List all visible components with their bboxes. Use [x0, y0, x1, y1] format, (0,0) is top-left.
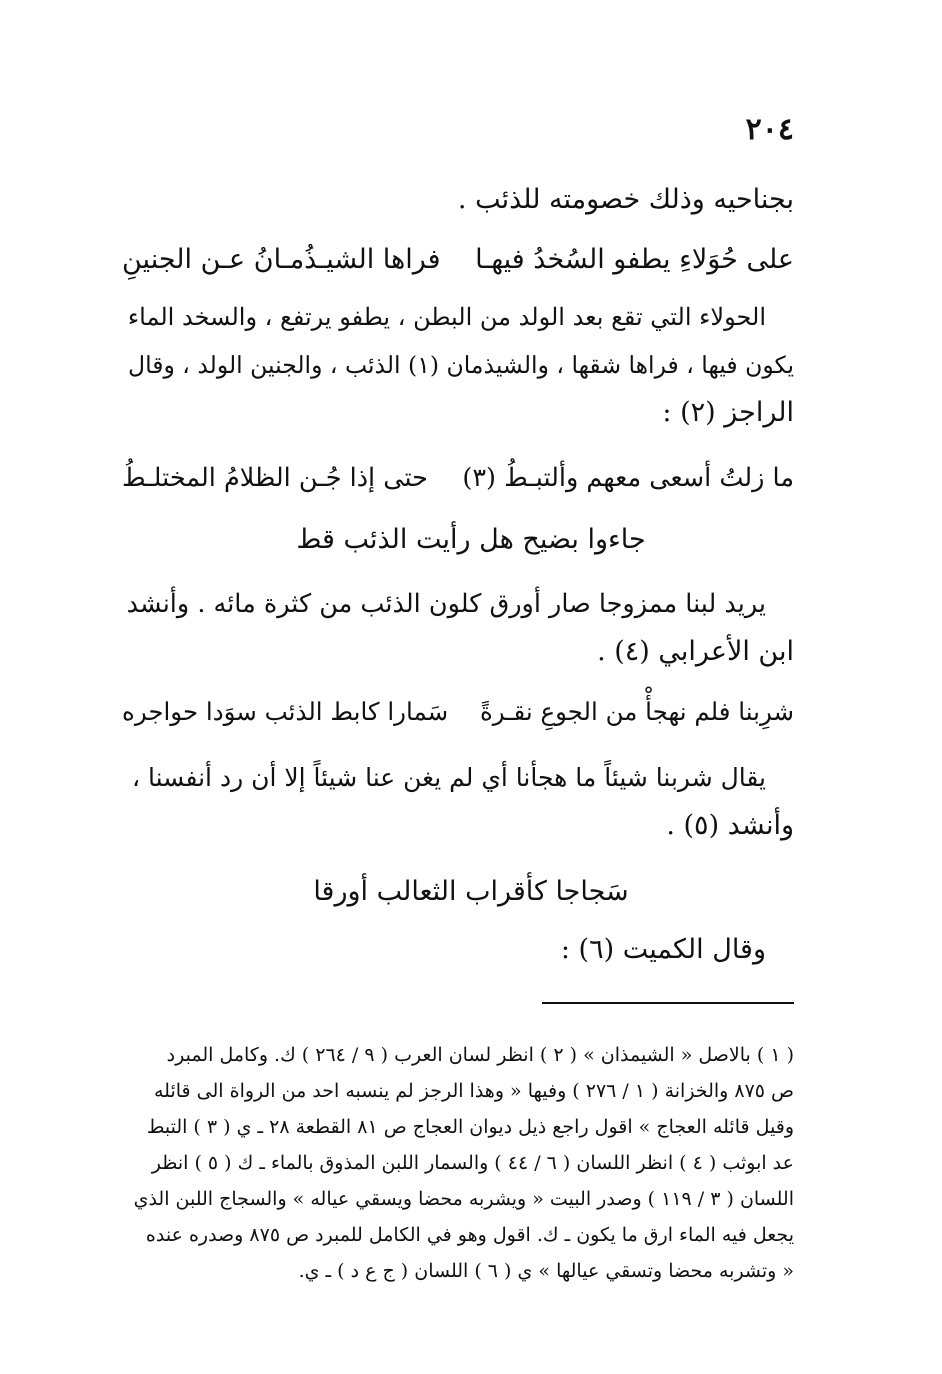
- verse-3: [122, 692, 794, 732]
- text-line: الراجز (٢) :: [662, 397, 794, 428]
- verse-3-second-hemistich: سَمارا كابط الذئب سوَدا حواجره: [122, 697, 449, 726]
- text-line: ابن الأعرابي (٤) .: [597, 636, 794, 667]
- footnote-line: وقيل قائله العجاج » اقول راجع ذيل ديوان العجاج ص ٨١ القطعة ٢٨ ـ ي ( ٣ ) التبط: [146, 1116, 794, 1138]
- verse-2: [122, 458, 794, 498]
- verse-1-second-hemistich: فراها الشيـذُمـانُ عـن الجنينِ: [122, 244, 441, 275]
- footnote-line: ( ١ ) بالاصل « الشيمذان » ( ٢ ) انظر لسان العرب ( ٩ / ٢٦٤ ) ك. وكامل المبرد: [166, 1044, 794, 1066]
- text-line: يريد لبنا ممزوجا صار أورق كلون الذئب من كثرة مائه . وأنشد: [126, 589, 766, 619]
- verse-3-first-hemistich: شرِبنا فلم نهجأْ من الجوعِ نقـرةً: [479, 697, 794, 726]
- verse-2-continuation: جاءوا بضيح هل رأيت الذئب قط: [296, 524, 646, 555]
- footnote-line: يجعل فيه الماء ارق ما يكون ـ ك. اقول وهو في الكامل للمبرد ص ٨٧٥ وصدره عنده: [145, 1224, 794, 1246]
- verse-2-second-hemistich: حتى إذا جُـن الظلامُ المختلـطُ: [122, 463, 428, 493]
- footnote-line: اللسان ( ٣ / ١١٩ ) وصدر البيت « ويشربه محضا ويسقي عياله » والسجاج اللبن الذي: [133, 1188, 794, 1210]
- text-line: بجناحيه وذلك خصومته للذئب .: [457, 184, 794, 215]
- verse-1-first-hemistich: على حُوَلاءِ يطفو السُخدُ فيهـا: [475, 244, 794, 275]
- footnote-divider: [542, 1002, 794, 1004]
- text-line: الحولاء التي تقع بعد الولد من البطن ، يطفو يرتفع ، والسخد الماء: [127, 303, 766, 331]
- verse-4: سَجاجا كأقراب الثعالب أورقا: [313, 876, 629, 907]
- verse-2-first-hemistich: ما زلتُ أسعى معهم وألتبـطُ (٣): [462, 463, 794, 493]
- verse-1: [122, 240, 794, 280]
- text-line: يقال شربنا شيئاً ما هجأنا أي لم يغن عنا شيئاً إلا أن رد أنفسنا ،: [131, 763, 766, 792]
- text-line: يكون فيها ، فراها شقها ، والشيذمان (١) الذئب ، والجنين الولد ، وقال: [128, 351, 794, 379]
- footnote-line: « وتشربه محضا وتسقي عيالها » ي ( ٦ ) اللسان ( ج ع د ) ـ ي.: [298, 1260, 794, 1282]
- text-line: وقال الكميت (٦) :: [560, 934, 766, 965]
- footnote-line: ص ٨٧٥ والخزانة ( ١ / ٢٧٦ ) وفيها « وهذا الرجز لم ينسبه احد من الرواة الى قائله: [154, 1080, 794, 1102]
- text-line: وأنشد (٥) .: [666, 810, 794, 841]
- page-number: ٢٠٤: [745, 112, 794, 147]
- footnote-line: عد ابوثب ( ٤ ) انظر اللسان ( ٦ / ٤٤ ) والسمار اللبن المذوق بالماء ـ ك ( ٥ ) انظر: [151, 1152, 794, 1174]
